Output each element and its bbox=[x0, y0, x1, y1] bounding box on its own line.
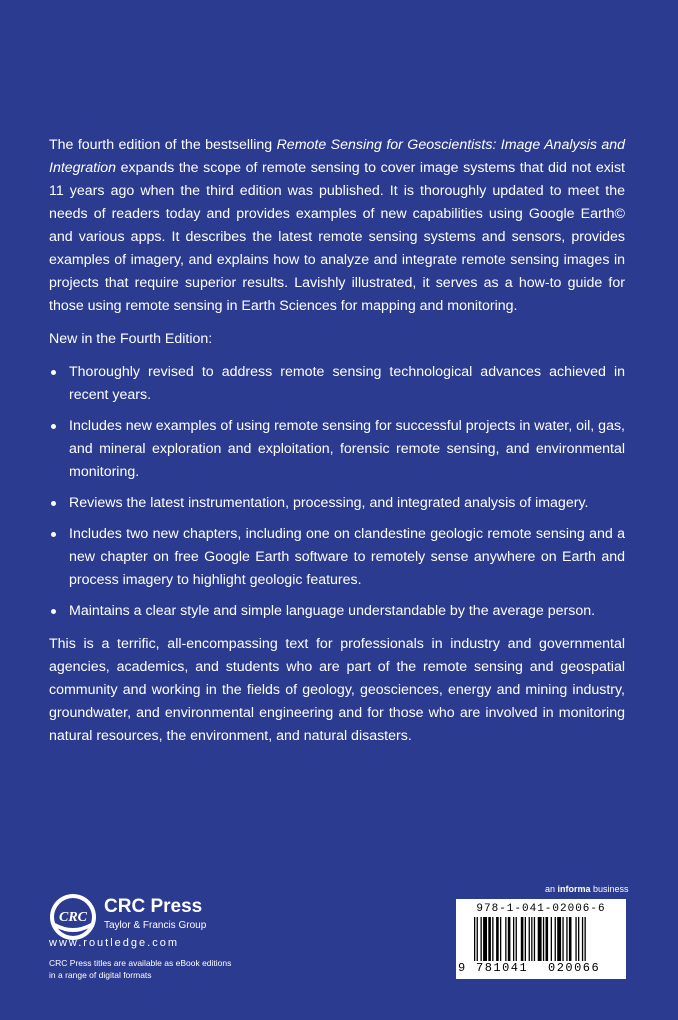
list-item-text: Maintains a clear style and simple language understandable by the average person. bbox=[69, 603, 596, 619]
bullet-icon bbox=[51, 532, 56, 537]
barcode-bar bbox=[546, 917, 549, 961]
list-item bbox=[49, 523, 625, 592]
barcode-bar bbox=[521, 917, 524, 961]
barcode-bar bbox=[529, 917, 530, 961]
list-item-text: Includes new examples of using remote sensing for successful projects in water, oil, gas, and mineral exploration and exploitation, forensic remote sensing, and environmental monitoring. bbox=[69, 418, 625, 480]
bullet-icon bbox=[51, 424, 56, 429]
informa-prefix: an bbox=[545, 884, 558, 894]
ean-left-group: 781041 bbox=[476, 961, 529, 975]
barcode-bar bbox=[555, 917, 556, 961]
barcode-bar bbox=[543, 917, 544, 961]
isbn-text: 978-1-041-02006-6 bbox=[476, 903, 606, 915]
intro-paragraph bbox=[49, 134, 625, 318]
description-block bbox=[49, 134, 625, 748]
barcode-bar bbox=[538, 917, 542, 961]
ean-right-group: 020066 bbox=[548, 961, 601, 975]
barcode-icon bbox=[466, 917, 616, 963]
list-item-text: Thoroughly revised to address remote sensing technological advances achieved in recent years. bbox=[69, 364, 625, 403]
barcode-bar bbox=[582, 917, 583, 961]
barcode-bar bbox=[505, 917, 506, 961]
ean-first-digit: 9 bbox=[458, 961, 466, 975]
ebook-note bbox=[49, 957, 269, 981]
bullet-icon bbox=[51, 609, 56, 614]
publisher-name: CRC Press bbox=[104, 896, 203, 917]
bullet-icon bbox=[51, 370, 56, 375]
barcode-bar bbox=[566, 917, 567, 961]
ebook-note-line: in a range of digital formats bbox=[49, 970, 152, 980]
barcode-bar bbox=[508, 917, 511, 961]
list-item bbox=[49, 600, 625, 623]
intro-lead: The fourth edition of the bestselling bbox=[49, 137, 277, 153]
bullet-icon bbox=[51, 501, 56, 506]
crc-badge-text: CRC bbox=[58, 910, 88, 925]
barcode-bar bbox=[474, 917, 475, 961]
barcode-bar bbox=[492, 917, 493, 961]
informa-suffix: business bbox=[590, 884, 629, 894]
publisher-group: Taylor & Francis Group bbox=[104, 920, 207, 931]
barcode-bar bbox=[569, 917, 572, 961]
new-edition-heading: New in the Fourth Edition: bbox=[49, 331, 213, 347]
publisher-logo-area bbox=[49, 890, 309, 990]
barcode-bar bbox=[513, 917, 514, 961]
list-item bbox=[49, 492, 625, 515]
book-title: Remote Sensing for Geoscientists: Image Analysis and Integration bbox=[49, 137, 625, 176]
list-item-text: Reviews the latest instrumentation, processing, and integrated analysis of imagery. bbox=[69, 495, 589, 511]
informa-tagline bbox=[545, 884, 629, 894]
barcode-bar bbox=[575, 917, 576, 961]
barcode-box bbox=[456, 899, 626, 979]
list-item bbox=[49, 361, 625, 407]
barcode-bar bbox=[525, 917, 526, 961]
publisher-url: www.routledge.com bbox=[49, 937, 179, 949]
barcode-bar bbox=[516, 917, 517, 961]
barcode-bar bbox=[557, 917, 561, 961]
barcode-bar bbox=[578, 917, 579, 961]
feature-list bbox=[49, 361, 625, 623]
barcode-bar bbox=[531, 917, 532, 961]
intro-rest: expands the scope of remote sensing to cover image systems that did not exist 11 years ago when the third edition was published. It is thoroughly updated to meet the needs of readers today and provides examples of new capabilities using Google Earth© and various apps. It describes the latest remote sensing systems and sensors, provides examples of imagery, and explains how to analyze and integrate remote sensing images in projects that require superior results. Lavishly illustrated, it serves as a how-to guide for those using remote sensing in Earth Sciences for mapping and monitoring. bbox=[49, 160, 625, 314]
barcode-bar bbox=[477, 917, 478, 961]
list-item bbox=[49, 415, 625, 484]
barcode-bar bbox=[562, 917, 563, 961]
closing-paragraph: This is a terrific, all-encompassing text for professionals in industry and governmental agencies, academics, and students who are part of the remote sensing and geospatial community and working in the fields of geology, geosciences, energy and mining industry, groundwater, and environmental engineering and for those who are involved in monitoring natural resources, the environment, and natural disasters. bbox=[49, 636, 625, 744]
barcode-bar bbox=[500, 917, 501, 961]
barcode-bar bbox=[496, 917, 499, 961]
crc-logo-icon bbox=[49, 893, 97, 941]
barcode-bar bbox=[585, 917, 586, 961]
barcode-bar bbox=[534, 917, 535, 961]
barcode-bar bbox=[551, 917, 552, 961]
informa-brand: informa bbox=[557, 884, 591, 894]
barcode-bar bbox=[483, 917, 487, 961]
barcode-bar bbox=[481, 917, 482, 961]
barcode-bar bbox=[488, 917, 491, 961]
list-item-text: Includes two new chapters, including one on clandestine geologic remote sensing and a new chapter on free Google Earth software to remotely sense anywhere on Earth and process imagery to highlight geologic features. bbox=[69, 526, 625, 588]
ebook-note-line: CRC Press titles are available as eBook editions bbox=[49, 958, 232, 968]
